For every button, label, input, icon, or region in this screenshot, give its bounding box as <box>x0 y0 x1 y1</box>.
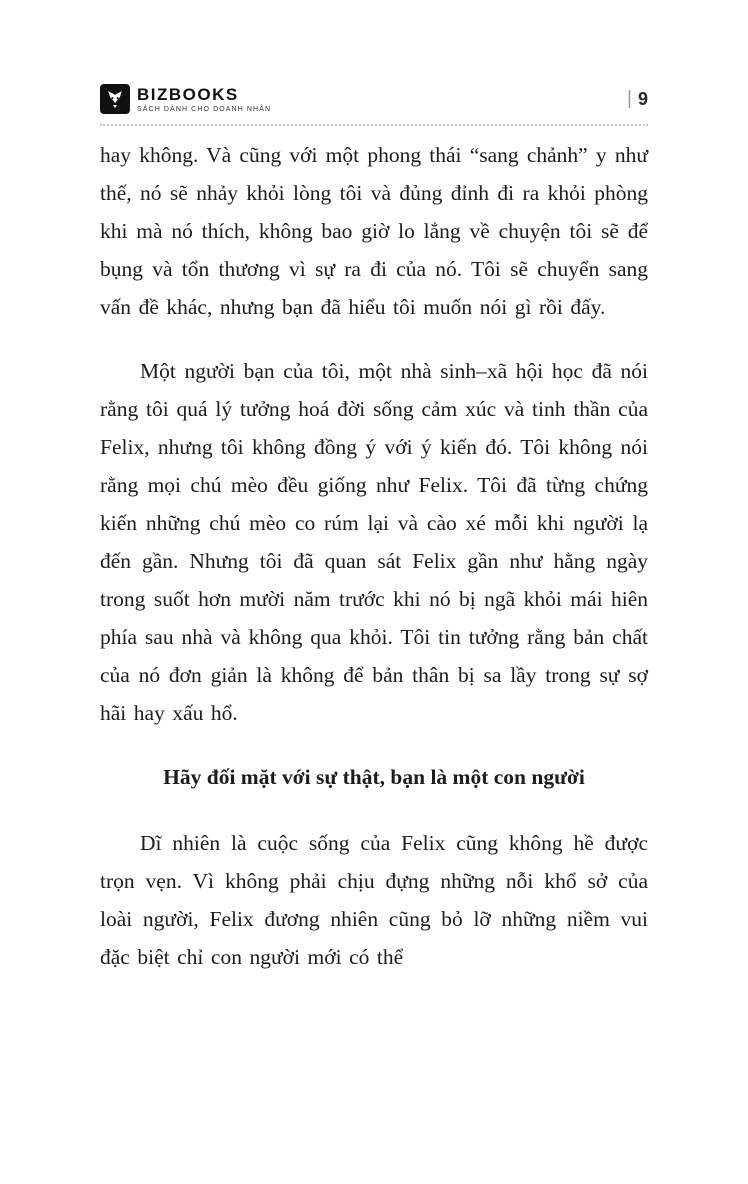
brand-tagline: SÁCH DÀNH CHO DOANH NHÂN <box>137 105 272 113</box>
body-paragraph-3: Dĩ nhiên là cuộc sống của Felix cũng không hề được trọn vẹn. Vì không phải chịu đựng những nỗi khổ sở của loài người, Felix đương nhiên cũng bỏ lỡ những niềm vui đặc biệt chỉ con người mới có thể <box>100 831 648 969</box>
brand-text <box>137 86 271 113</box>
body-paragraph-2: Một người bạn của tôi, một nhà sinh–xã hội học đã nói rằng tôi quá lý tưởng hoá đời sống cảm xúc và tinh thần của Felix, nhưng tôi không đồng ý với ý kiến đó. Tôi không nói rằng mọi chú mèo đều giống như Felix. Tôi đã từng chứng kiến những chú mèo co rúm lại và cào xé mỗi khi người lạ đến gần. Nhưng tôi đã quan sát Felix gần như hằng ngày trong suốt hơn mười năm trước khi nó bị ngã khỏi mái hiên phía sau nhà và không qua khỏi. Tôi tin tưởng rằng bản chất của nó đơn giản là không để bản thân bị sa lầy trong sự sợ hãi hay xấu hổ. <box>100 359 648 725</box>
brand-name <box>137 86 271 103</box>
brand-name-biz: BIZ <box>137 84 169 104</box>
body-paragraph-1: hay không. Và cũng với một phong thái “sang chảnh” y như thế, nó sẽ nhảy khỏi lòng tôi và đủng đỉnh đi ra khỏi phòng khi mà nó thích, không bao giờ lo lắng về chuyện tôi sẽ để bụng và tổn thương vì sự ra đi của nó. Tôi sẽ chuyển sang vấn đề khác, nhưng bạn đã hiểu tôi muốn nói gì rồi đấy. <box>100 143 648 319</box>
brand-name-books: BOOKS <box>168 84 239 104</box>
page-content <box>100 136 648 1002</box>
section-heading: Hãy đối mặt với sự thật, bạn là một con người <box>163 765 585 789</box>
header-divider <box>100 124 648 126</box>
page-header <box>100 80 648 118</box>
page-number-separator: | <box>627 88 632 109</box>
bizbooks-logo-icon <box>100 84 130 114</box>
page-number <box>627 88 648 110</box>
bizbooks-brand <box>100 84 271 114</box>
page-number-value: 9 <box>637 88 648 109</box>
